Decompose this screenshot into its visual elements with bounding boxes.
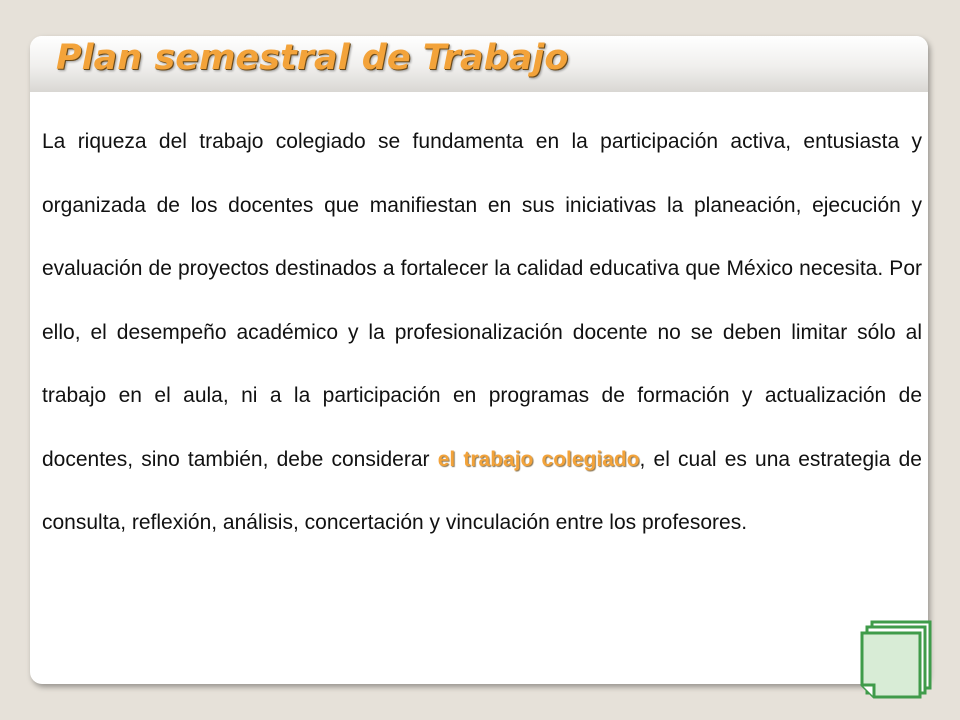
body-paragraph — [42, 110, 922, 555]
paragraph-text-before: La riqueza del trabajo colegiado se fundamenta en la participación activa, entusiasta y organizada de los docentes que manifiestan en sus iniciativas la planeación, ejecución y evaluación de proyectos destinados a fortalecer la calidad educativa que México necesita. Por ello, el desempeño académico y la profesionalización docente no se deben limitar sólo al trabajo en el aula, ni a la participación en programas de formación y actualización de docentes, sino también, debe considerar — [42, 130, 922, 471]
slide-title: Plan semestral de Trabajo — [56, 38, 569, 78]
stacked-documents-icon — [858, 620, 934, 700]
highlighted-term: el trabajo colegiado — [437, 447, 640, 471]
paragraph-text-after: , el cual es una estrategia de consulta, reflexión, análisis, concertación y vinculación entre los profesores. — [42, 447, 922, 534]
